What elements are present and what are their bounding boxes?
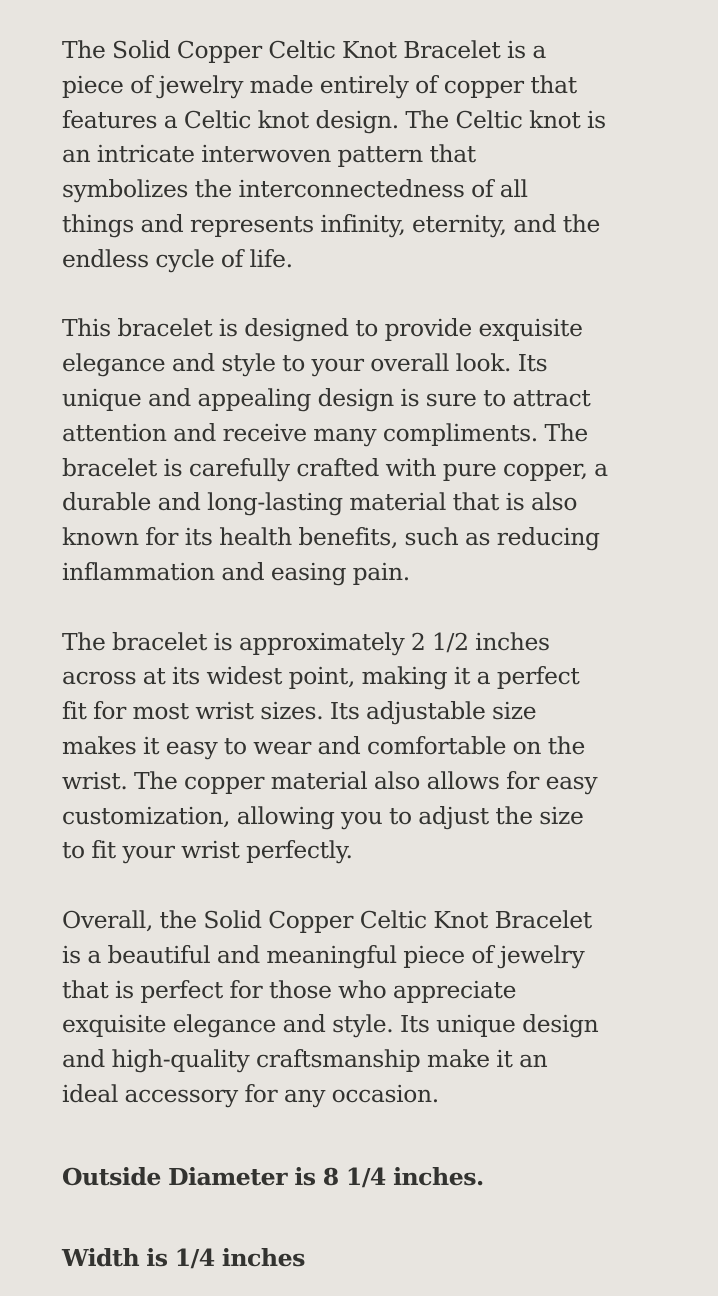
text-line: is a beautiful and meaningful piece of jewelry [62,940,585,969]
text-line: symbolizes the interconnectedness of all [62,175,528,204]
text-line: Overall, the Solid Copper Celtic Knot Bracelet [62,905,592,934]
text-line: bracelet is carefully crafted with pure copper, a [62,453,608,482]
text-line: things and represents infinity, eternity, and the [62,209,600,238]
text-line: and high-quality craftsmanship make it an [62,1045,548,1074]
text-line: unique and appealing design is sure to attract [62,383,591,412]
text-line: to fit your wrist perfectly. [62,836,353,865]
spec-outside-diameter: Outside Diameter is 8 1/4 inches. [62,1163,484,1191]
description-paragraph-intro [62,33,672,277]
text-line: customization, allowing you to adjust the size [62,801,584,830]
description-paragraph-size [62,625,672,869]
text-line: fit for most wrist sizes. Its adjustable size [62,697,537,726]
text-line: piece of jewelry made entirely of copper that [62,70,577,99]
text-line: The bracelet is approximately 2 1/2 inches [62,627,550,656]
text-line: durable and long-lasting material that is also [62,488,578,517]
text-line: that is perfect for those who appreciate [62,975,517,1004]
text-line: known for its health benefits, such as reducing [62,523,600,552]
text-line: This bracelet is designed to provide exquisite [62,314,583,343]
product-description [62,33,672,1272]
spec-width: Width is 1/4 inches [62,1244,305,1272]
text-line: elegance and style to your overall look. Its [62,349,548,378]
text-line: endless cycle of life. [62,244,293,273]
text-line: exquisite elegance and style. Its unique design [62,1010,599,1039]
text-line: ideal accessory for any occasion. [62,1079,439,1108]
text-line: an intricate interwoven pattern that [62,140,476,169]
text-line: attention and receive many compliments. The [62,418,588,447]
text-line: wrist. The copper material also allows for easy [62,766,598,795]
text-line: inflammation and easing pain. [62,557,410,586]
text-line: makes it easy to wear and comfortable on the [62,731,585,760]
description-paragraph-summary [62,903,672,1112]
text-line: features a Celtic knot design. The Celtic knot is [62,105,606,134]
text-line: across at its widest point, making it a perfect [62,662,580,691]
description-paragraph-design [62,311,672,589]
text-line: The Solid Copper Celtic Knot Bracelet is a [62,36,546,64]
